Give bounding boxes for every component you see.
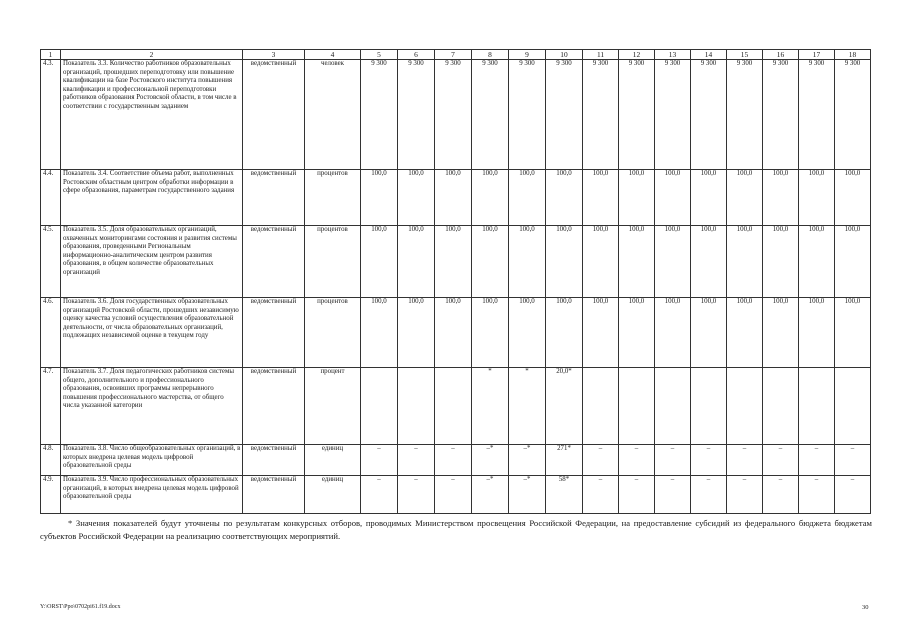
year-value: 9 300 [398,60,435,170]
year-value: 100,0 [546,298,583,368]
row-number: 4.3. [41,60,61,170]
year-value: 9 300 [546,60,583,170]
year-value: 100,0 [398,226,435,298]
year-value: 100,0 [727,170,763,226]
column-number: 11 [583,50,619,60]
indicator-name: Показатель 3.4. Соответствие объема работ, выполненных Ростовским областным центром обработки информации в сфере образования, параметрам государственного задания [61,170,243,226]
year-value: 100,0 [691,226,727,298]
row-number: 4.5. [41,226,61,298]
year-value: 100,0 [546,170,583,226]
column-number: 17 [799,50,835,60]
year-value: 100,0 [435,170,472,226]
column-number-row [41,50,871,60]
year-value: 100,0 [472,298,509,368]
indicator-name: Показатель 3.5. Доля образовательных организаций, охваченных мониторингами состояния и развития системы образования, проведенными Региональным информационно-аналитическим центром развития образования, в общем количестве образовательных организаций [61,226,243,298]
indicator-name: Показатель 3.3. Количество работников образовательных организаций, прошедших переподготовку или повышение квалификации на базе Ростовского института повышения квалификации и профессиональной переподготовки работников образования Ростовской области, в том числе в соответствии с государственным заданием [61,60,243,170]
year-value: * [472,368,509,445]
year-value [361,368,398,445]
year-value: 100,0 [799,298,835,368]
year-value: 20,0* [546,368,583,445]
table-row [41,170,871,226]
year-value: –* [472,445,509,476]
year-value: 9 300 [472,60,509,170]
year-value: – [835,476,871,514]
year-value [799,368,835,445]
year-value: 100,0 [619,226,655,298]
year-value [619,368,655,445]
column-number: 15 [727,50,763,60]
column-number: 9 [509,50,546,60]
column-number: 4 [305,50,361,60]
year-value: 100,0 [835,170,871,226]
year-value: 100,0 [509,226,546,298]
unit-of-measure: процентов [305,298,361,368]
year-value: 100,0 [655,226,691,298]
data-source: ведомственный [243,445,305,476]
unit-of-measure: единиц [305,476,361,514]
year-value: 9 300 [361,60,398,170]
column-number: 1 [41,50,61,60]
year-value: – [619,476,655,514]
year-value: 100,0 [509,170,546,226]
year-value: – [583,445,619,476]
year-value: – [398,445,435,476]
unit-of-measure: процент [305,368,361,445]
year-value: 9 300 [435,60,472,170]
year-value: 100,0 [361,298,398,368]
year-value: 100,0 [361,226,398,298]
table-row [41,445,871,476]
year-value [398,368,435,445]
year-value: 100,0 [398,170,435,226]
indicator-name: Показатель 3.6. Доля государственных образовательных организаций Ростовской области, прошедших независимую оценку качества условий осуществления образовательной деятельности, от числа образовательных организаций, подлежащих независимой оценке в текущем году [61,298,243,368]
unit-of-measure: процентов [305,170,361,226]
year-value: 100,0 [763,298,799,368]
year-value: – [691,445,727,476]
column-number: 3 [243,50,305,60]
file-path: Y:\ORST\Ppo\0702pi61.f19.docx [40,604,121,610]
column-number: 5 [361,50,398,60]
table-row [41,226,871,298]
year-value: 100,0 [691,170,727,226]
year-value [655,368,691,445]
year-value: 100,0 [763,226,799,298]
column-number: 2 [61,50,243,60]
year-value: –* [509,445,546,476]
unit-of-measure: процентов [305,226,361,298]
indicator-table [40,49,871,514]
year-value: 100,0 [435,226,472,298]
data-source: ведомственный [243,476,305,514]
year-value: 100,0 [619,170,655,226]
year-value: 100,0 [546,226,583,298]
year-value: 9 300 [509,60,546,170]
year-value: – [398,476,435,514]
column-number: 6 [398,50,435,60]
year-value [763,368,799,445]
year-value: 9 300 [799,60,835,170]
data-source: ведомственный [243,170,305,226]
year-value: – [799,445,835,476]
year-value: – [361,445,398,476]
column-number: 13 [655,50,691,60]
column-number: 18 [835,50,871,60]
year-value: * [509,368,546,445]
year-value: 9 300 [835,60,871,170]
year-value: – [435,445,472,476]
year-value [583,368,619,445]
year-value: 100,0 [361,170,398,226]
year-value: – [619,445,655,476]
year-value: 100,0 [509,298,546,368]
indicator-name: Показатель 3.8. Число общеобразовательных организаций, в которых внедрена целевая модель цифровой образовательной среды [61,445,243,476]
year-value: – [655,445,691,476]
column-number: 10 [546,50,583,60]
table-row [41,368,871,445]
page-number: 30 [862,604,869,611]
year-value: 9 300 [763,60,799,170]
year-value: 100,0 [583,298,619,368]
year-value: 100,0 [472,170,509,226]
year-value: 100,0 [799,170,835,226]
unit-of-measure: единиц [305,445,361,476]
year-value: – [583,476,619,514]
row-number: 4.8. [41,445,61,476]
year-value [435,368,472,445]
year-value: 271* [546,445,583,476]
year-value: 9 300 [727,60,763,170]
year-value: 100,0 [655,170,691,226]
year-value: 9 300 [619,60,655,170]
year-value: 100,0 [727,226,763,298]
table-row [41,298,871,368]
year-value: – [799,476,835,514]
footnote: * Значения показателей будут уточнены по результатам конкурсных отборов, проводимых Министерством просвещения Российской Федерации, на предоставление субсидий из федерального бюджета бюджетам субъектов Российской Федерации на реализацию соответствующих мероприятий. [40,518,872,541]
data-source: ведомственный [243,226,305,298]
year-value: 9 300 [691,60,727,170]
year-value: 100,0 [472,226,509,298]
year-value: 100,0 [835,298,871,368]
indicator-table-body [41,50,871,514]
column-number: 7 [435,50,472,60]
year-value: 100,0 [619,298,655,368]
column-number: 16 [763,50,799,60]
year-value: – [691,476,727,514]
column-number: 14 [691,50,727,60]
year-value: –* [509,476,546,514]
year-value: –* [472,476,509,514]
data-source: ведомственный [243,60,305,170]
table-row [41,60,871,170]
row-number: 4.6. [41,298,61,368]
year-value: – [763,476,799,514]
row-number: 4.4. [41,170,61,226]
year-value [691,368,727,445]
year-value: 100,0 [435,298,472,368]
table-row [41,476,871,514]
year-value: 9 300 [655,60,691,170]
year-value: – [835,445,871,476]
column-number: 8 [472,50,509,60]
year-value: – [435,476,472,514]
year-value [835,368,871,445]
year-value: 58* [546,476,583,514]
year-value: 9 300 [583,60,619,170]
year-value: 100,0 [583,170,619,226]
year-value: 100,0 [655,298,691,368]
indicator-name: Показатель 3.9. Число профессиональных образовательных организаций, в которых внедрена целевая модель цифровой образовательной среды [61,476,243,514]
year-value: 100,0 [835,226,871,298]
year-value: 100,0 [763,170,799,226]
year-value: 100,0 [799,226,835,298]
year-value: 100,0 [691,298,727,368]
column-number: 12 [619,50,655,60]
year-value: – [361,476,398,514]
year-value: – [727,476,763,514]
row-number: 4.9. [41,476,61,514]
year-value: – [727,445,763,476]
data-source: ведомственный [243,298,305,368]
year-value: 100,0 [583,226,619,298]
year-value: 100,0 [398,298,435,368]
year-value: – [655,476,691,514]
year-value [727,368,763,445]
row-number: 4.7. [41,368,61,445]
year-value: – [763,445,799,476]
indicator-name: Показатель 3.7. Доля педагогических работников системы общего, дополнительного и профессионального образования, освоивших программы непрерывного повышения профессионального мастерства, от общего числа указанной категории [61,368,243,445]
data-source: ведомственный [243,368,305,445]
indicator-table-container [40,49,866,514]
unit-of-measure: человек [305,60,361,170]
year-value: 100,0 [727,298,763,368]
